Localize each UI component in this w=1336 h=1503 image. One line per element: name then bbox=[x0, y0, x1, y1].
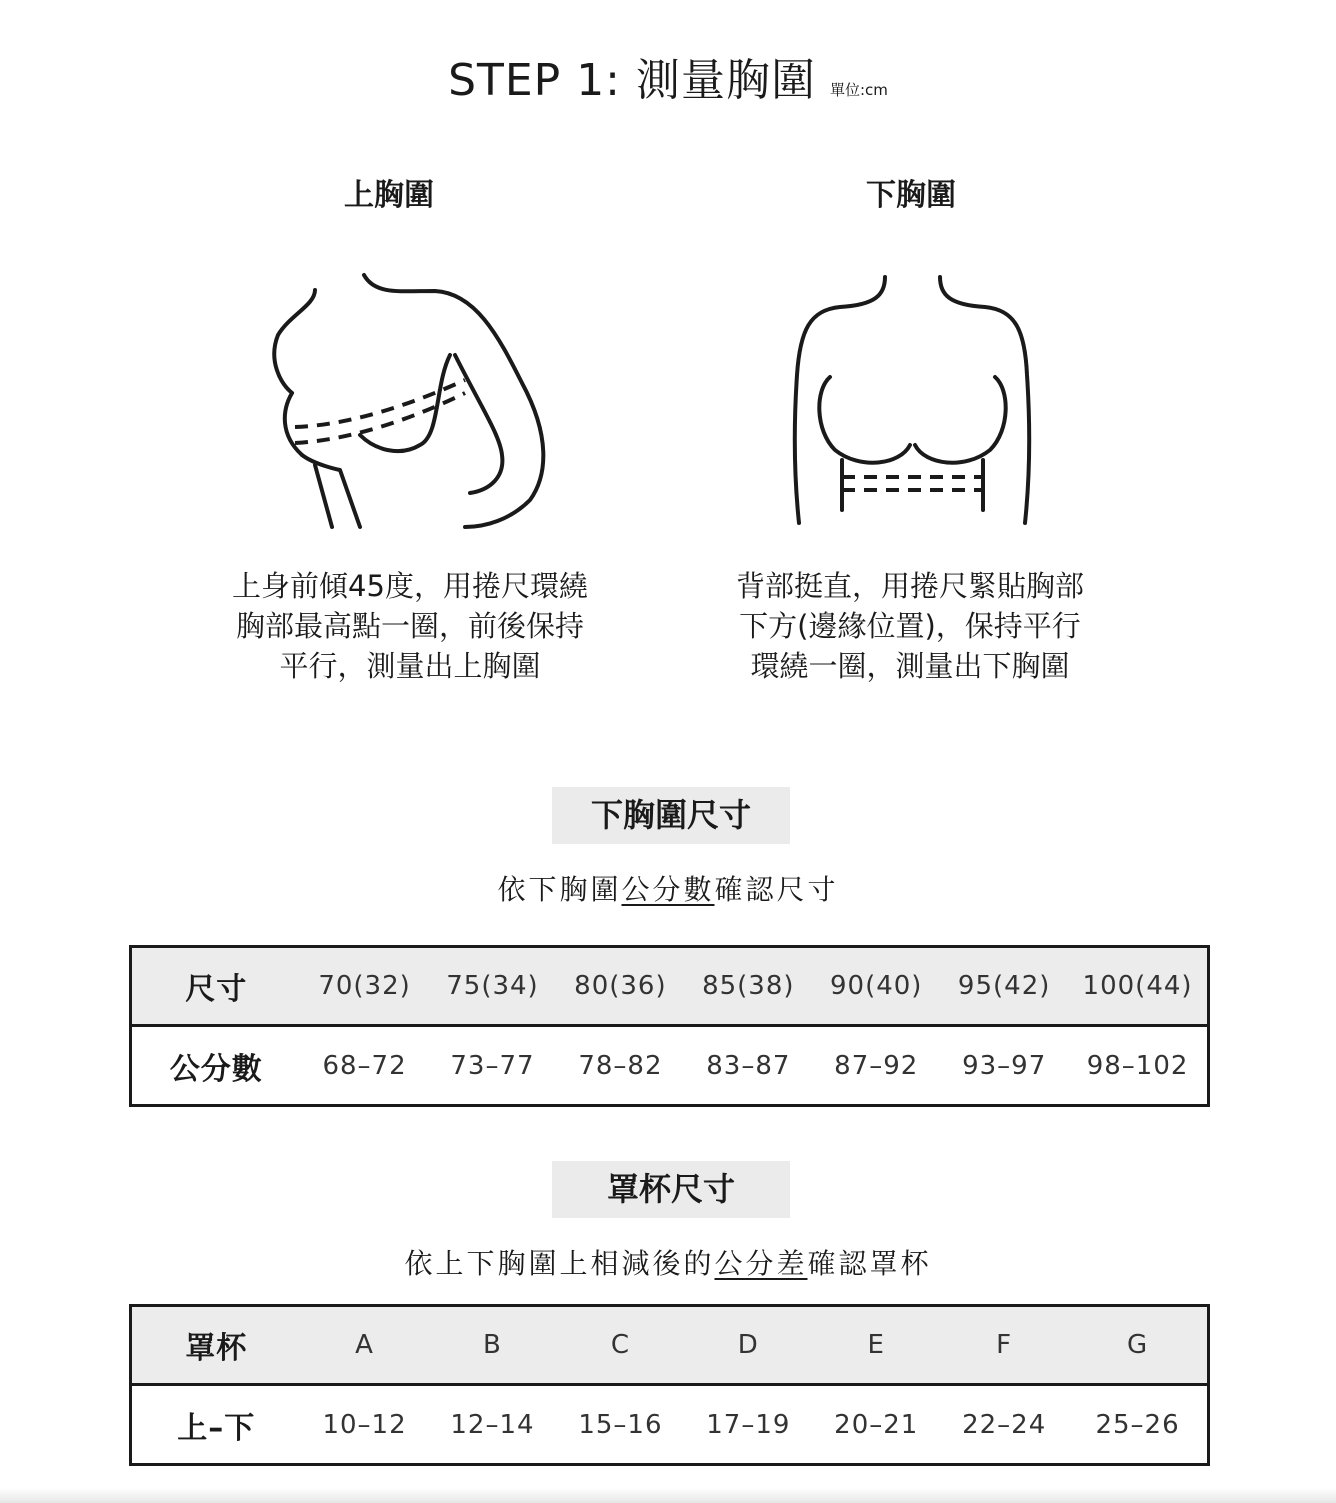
table-row bbox=[132, 948, 1207, 1027]
band-size-table bbox=[129, 945, 1210, 1107]
table-cell: 95(42) bbox=[957, 971, 1051, 1001]
under-bust-description bbox=[680, 566, 1140, 686]
under-desc-line: 環繞一圈，測量出下胸圍 bbox=[750, 649, 1070, 683]
table-cell: 98–102 bbox=[1086, 1050, 1189, 1081]
upper-desc-line: 平行，測量出上胸圍 bbox=[279, 649, 541, 683]
table-cell: 85(38) bbox=[702, 971, 795, 1001]
table-cell: A bbox=[355, 1330, 374, 1360]
unit-label: 單位:cm bbox=[830, 81, 888, 99]
page-title: STEP 1: 測量胸圍 bbox=[448, 55, 816, 106]
table-cell: 90(40) bbox=[830, 971, 923, 1001]
table-cell: G bbox=[1126, 1330, 1149, 1360]
table-row bbox=[132, 1386, 1207, 1463]
table-cell: B bbox=[483, 1330, 502, 1360]
instruction-emphasis: 公分數 bbox=[621, 873, 715, 906]
page-header bbox=[0, 44, 1336, 108]
instruction-text: 確認罩杯 bbox=[807, 1247, 932, 1280]
table-cell: 20–21 bbox=[834, 1409, 919, 1440]
under-desc-line: 下方(邊緣位置)，保持平行 bbox=[739, 609, 1081, 643]
upper-desc-line: 胸部最高點一圈，前後保持 bbox=[235, 609, 584, 643]
row-label: 尺寸 bbox=[185, 972, 248, 1007]
under-bust-heading: 下胸圍 bbox=[866, 178, 956, 213]
cup-size-table bbox=[129, 1304, 1210, 1466]
table-cell: 25–26 bbox=[1095, 1409, 1180, 1440]
instruction-text: 依上下胸圍上相減後的 bbox=[404, 1247, 715, 1280]
table-cell: E bbox=[867, 1330, 885, 1360]
table-cell: 68–72 bbox=[322, 1050, 407, 1081]
table-cell: 87–92 bbox=[834, 1050, 919, 1081]
upper-bust-description bbox=[180, 566, 640, 686]
table-cell: 12–14 bbox=[450, 1409, 535, 1440]
upper-desc-line: 上身前傾45度，用捲尺環繞 bbox=[232, 569, 588, 603]
table-cell: 100(44) bbox=[1082, 971, 1193, 1001]
row-label: 罩杯 bbox=[185, 1331, 248, 1366]
table-cell: 73–77 bbox=[450, 1050, 535, 1081]
table-cell: D bbox=[737, 1330, 759, 1360]
instruction-emphasis: 公分差 bbox=[714, 1247, 808, 1280]
table-cell: 10–12 bbox=[322, 1409, 407, 1440]
table-cell: 22–24 bbox=[962, 1409, 1047, 1440]
instruction-text: 依下胸圍 bbox=[497, 873, 622, 906]
under-bust-illustration bbox=[785, 265, 1045, 540]
table-cell: 17–19 bbox=[706, 1409, 791, 1440]
table-cell: 15–16 bbox=[578, 1409, 663, 1440]
upper-bust-illustration bbox=[260, 265, 560, 540]
table-cell: F bbox=[996, 1330, 1013, 1360]
table-cell: 80(36) bbox=[574, 971, 667, 1001]
table-cell: 70(32) bbox=[318, 971, 411, 1001]
table-cell: 83–87 bbox=[706, 1050, 791, 1081]
table-cell: C bbox=[610, 1330, 630, 1360]
band-size-instruction bbox=[0, 868, 1336, 908]
table-cell: 93–97 bbox=[962, 1050, 1047, 1081]
under-desc-line: 背部挺直，用捲尺緊貼胸部 bbox=[735, 569, 1084, 603]
upper-bust-heading: 上胸圍 bbox=[344, 178, 434, 213]
instruction-text: 確認尺寸 bbox=[714, 873, 839, 906]
table-cell: 75(34) bbox=[446, 971, 539, 1001]
bottom-shadow bbox=[0, 1488, 1336, 1503]
table-cell: 78–82 bbox=[578, 1050, 663, 1081]
table-row bbox=[132, 1307, 1207, 1386]
cup-size-badge: 罩杯尺寸 bbox=[552, 1161, 790, 1218]
cup-size-instruction bbox=[0, 1242, 1336, 1282]
table-row bbox=[132, 1027, 1207, 1104]
row-label: 上–下 bbox=[177, 1410, 256, 1446]
row-label: 公分數 bbox=[169, 1051, 263, 1087]
band-size-badge: 下胸圍尺寸 bbox=[552, 787, 790, 844]
